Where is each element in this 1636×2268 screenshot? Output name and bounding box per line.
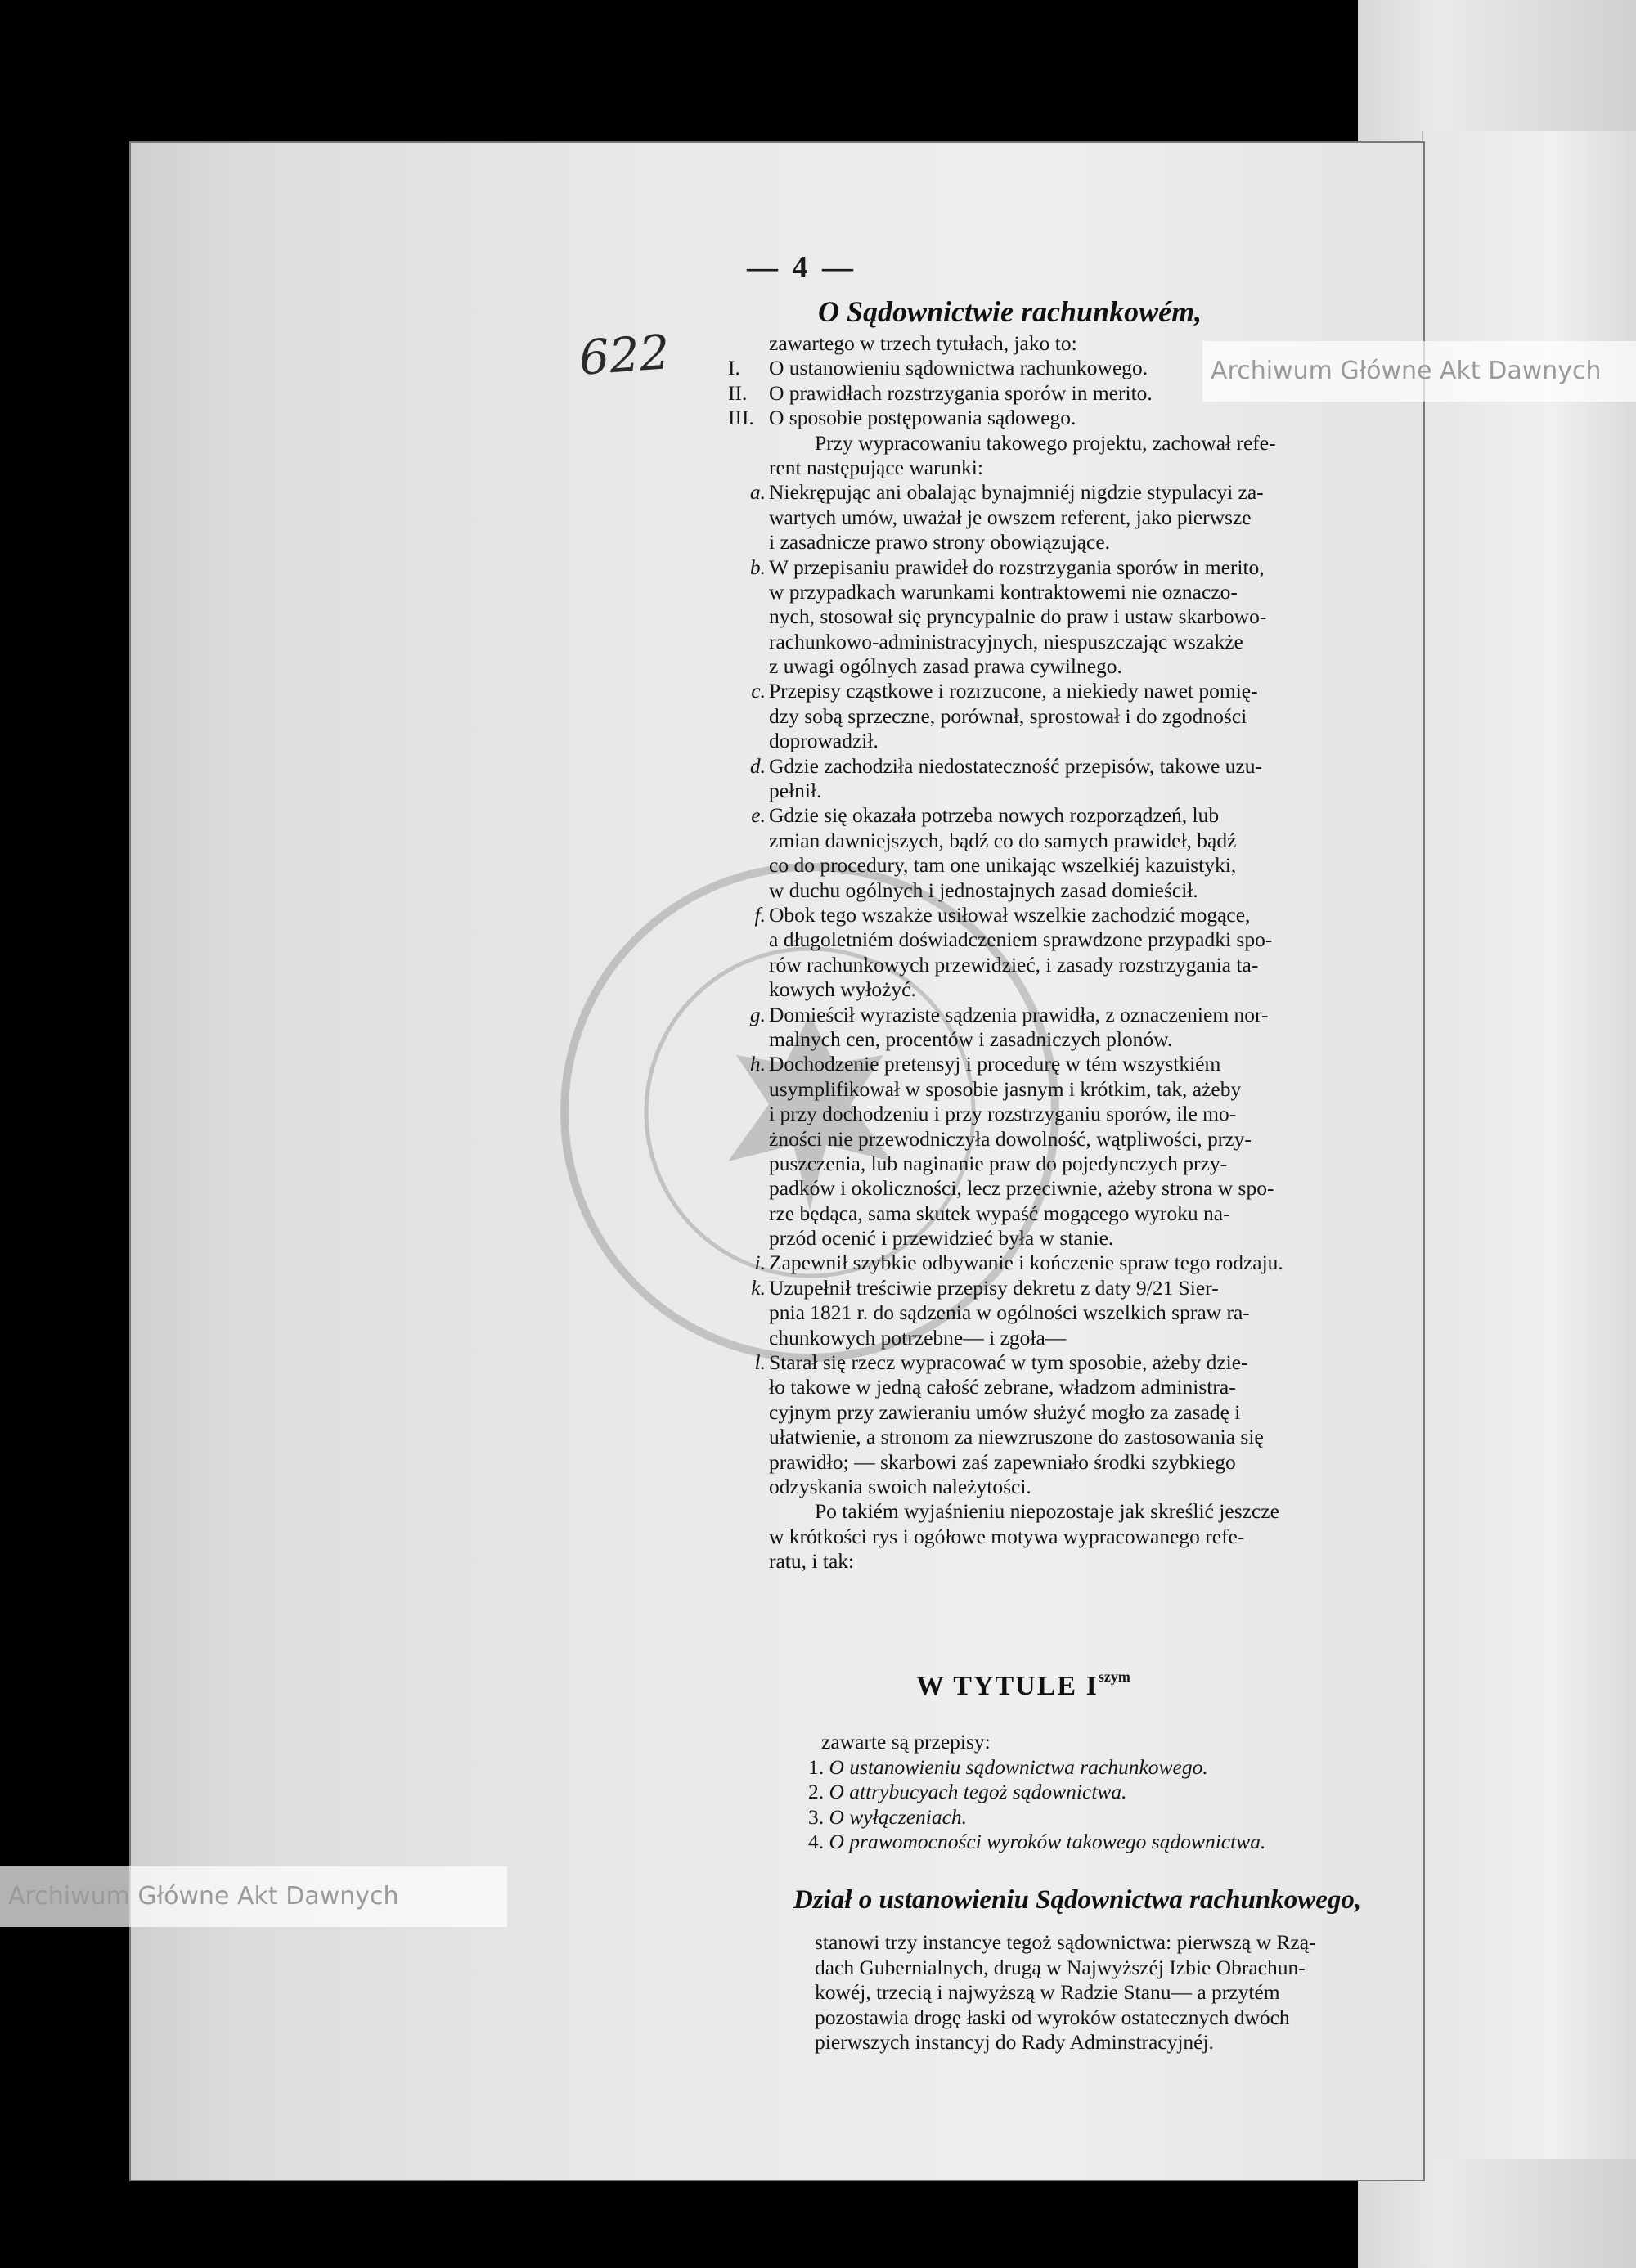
body-line-text: Domieścił wyraziste sądzenia prawidła, z oznaczeniem nor- <box>769 1002 1269 1026</box>
body-line <box>769 829 1374 853</box>
list-marker: k. <box>751 1275 766 1300</box>
body-line <box>751 1275 1374 1300</box>
body-line-text: Przy wypracowaniu takowego projektu, zachował refe- <box>815 430 1276 455</box>
title-list-item <box>808 1755 1381 1781</box>
body-line-text: z uwagi ogólnych zasad prawa cywilnego. <box>769 654 1122 679</box>
body-line <box>754 902 1374 927</box>
title-list-num: 2. <box>808 1780 829 1804</box>
title-list-num: 1. <box>808 1754 829 1779</box>
body-line-text: O sposobie postępowania sądowego. <box>769 406 1076 430</box>
body-line <box>749 555 1374 580</box>
dzial-line: stanowi trzy instancye tegoż sądownictwa: pierwszą w Rzą- <box>815 1930 1316 1954</box>
list-marker: II. <box>728 380 748 405</box>
body-line <box>769 1102 1374 1126</box>
body-line-text: przód ocenić i przewidzieć była w stanie. <box>769 1226 1114 1251</box>
body-line-text: Gdzie się okazała potrzeba nowych rozporządzeń, lub <box>769 803 1220 828</box>
title-list-text: O wyłączeniach. <box>829 1804 968 1829</box>
body-line <box>769 530 1374 555</box>
body-line-text: dzy sobą sprzeczne, porównał, sprostował i do zgodności <box>769 703 1247 728</box>
body-line <box>769 953 1374 977</box>
list-marker: i. <box>754 1251 766 1275</box>
body-line <box>769 1425 1374 1449</box>
facing-page-edge <box>1422 131 1636 2159</box>
body-line <box>749 1002 1374 1027</box>
body-line <box>769 1300 1374 1325</box>
body-line <box>769 977 1374 1002</box>
list-marker: I. <box>728 356 740 380</box>
body-line-text: malnych cen, procentów i zasadniczych plonów. <box>769 1026 1173 1051</box>
title-list-num: 4. <box>808 1830 829 1854</box>
body-line <box>769 729 1374 753</box>
body-line <box>754 1251 1374 1275</box>
body-line <box>769 1127 1374 1152</box>
title-list-num: 3. <box>808 1804 829 1829</box>
page-number: — 4 — <box>747 250 856 285</box>
body-line <box>769 704 1374 729</box>
list-marker: l. <box>754 1350 766 1375</box>
body-line-text: zawartego w trzech tytułach, jako to: <box>769 331 1077 355</box>
body-line-text: Dochodzenie pretensyj i procedurę w tém wszystkiém <box>769 1052 1221 1076</box>
body-line-text: prawidło; — skarbowi zaś zapewniało środki szybkiego <box>769 1449 1236 1474</box>
body-line-text: O prawidłach rozstrzygania sporów in merito. <box>769 380 1153 405</box>
body-line <box>769 927 1374 952</box>
list-marker: III. <box>728 406 754 430</box>
body-line-text: Gdzie zachodziła niedostateczność przepisów, takowe uzu- <box>769 753 1262 778</box>
body-line-text: i zasadnicze prawo strony obowiązujące. <box>769 530 1111 555</box>
dzial-heading: Dział o ustanowieniu Sądownictwa rachunkowego, <box>793 1885 1362 1915</box>
body-line-text: rów rachunkowych przewidzieć, i zasady rozstrzygania ta- <box>769 952 1259 977</box>
body-line-text: Uzupełnił treściwie przepisy dekretu z daty 9/21 Sier- <box>769 1275 1219 1300</box>
body-line-text: rent następujące warunki: <box>769 455 983 479</box>
body-line-text: O ustanowieniu sądownictwa rachunkowego. <box>769 356 1148 380</box>
body-line <box>749 753 1374 779</box>
body-line-text: ułatwienie, a stronom za niewzruszone do zastosowania się <box>769 1425 1264 1449</box>
list-marker: c. <box>751 679 766 703</box>
body-line-text: Przepisy cząstkowe i rozrzucone, a niekiedy nawet pomię- <box>769 679 1258 703</box>
body-line-text: zmian dawniejszych, bądź co do samych prawideł, bądź <box>769 828 1237 852</box>
body-line-text: Obok tego wszakże usiłował wszelkie zachodzić mogące, <box>769 902 1251 927</box>
body-line-text: kowych wyłożyć. <box>769 977 916 1002</box>
body-line <box>769 1450 1374 1475</box>
body-line <box>751 679 1374 703</box>
list-marker: b. <box>749 555 766 579</box>
body-line-text: żności nie przewodniczyła dowolność, wątpliwości, przy- <box>769 1126 1252 1151</box>
list-marker: a. <box>749 480 766 505</box>
body-line <box>769 1027 1374 1052</box>
body-line-text: rze będąca, sama skutek wypaść mogącego wyroku na- <box>769 1201 1230 1225</box>
title-list-item <box>808 1780 1381 1805</box>
body-line <box>769 1400 1374 1425</box>
body-line <box>769 1475 1374 1499</box>
body-line <box>769 505 1374 530</box>
list-marker: g. <box>749 1002 766 1026</box>
body-line <box>769 654 1374 679</box>
body-line-text: w przypadkach warunkami kontraktowemi nie oznaczo- <box>769 579 1238 604</box>
dzial-line: pozostawia drogę łaski od wyroków ostatecznych dwóch <box>815 2005 1290 2029</box>
body-line-text: wartych umów, uważał je owszem referent, jako pierwsze <box>769 505 1252 529</box>
body-line <box>769 1077 1374 1102</box>
body-line-text: ratu, i tak: <box>769 1549 855 1574</box>
body-line <box>769 878 1374 903</box>
body-line-text: rachunkowo-administracyjnych, niespuszczając wszakże <box>769 629 1243 653</box>
body-line <box>769 779 1374 803</box>
body-line-text: w krótkości rys i ogółowe motywa wypracowanego refe- <box>769 1524 1245 1548</box>
body-line <box>769 604 1374 629</box>
body-line-text: co do procedury, tam one unikając wszelkiéj kazuistyki, <box>769 853 1237 878</box>
body-line <box>769 431 1374 456</box>
title-heading-sup: szym <box>1098 1668 1130 1685</box>
watermark-bottom: Archiwum Główne Akt Dawnych <box>0 1866 507 1927</box>
body-line-text: Starał się rzecz wypracować w tym sposobie, ażeby dzie- <box>769 1350 1248 1375</box>
body-text <box>728 331 1374 1574</box>
dzial-line: pierwszych instancyj do Rady Adminstracyjnéj. <box>815 2030 1214 2055</box>
body-line <box>769 1326 1374 1350</box>
title-list-text: O attrybucyach tegoż sądownictwa. <box>829 1780 1127 1804</box>
body-line-text: a długoletniém doświadczeniem sprawdzone przypadki spo- <box>769 927 1273 952</box>
body-line-text: doprowadził. <box>769 729 879 753</box>
title-list-text: O ustanowieniu sądownictwa rachunkowego. <box>829 1754 1208 1779</box>
body-line <box>769 1375 1374 1399</box>
body-line <box>769 630 1374 654</box>
body-line-text: w duchu ogólnych i jednostajnych zasad domieścił. <box>769 878 1198 902</box>
body-line-text: usymplifikował w sposobie jasnym i krótkim, tak, ażeby <box>769 1076 1242 1101</box>
body-line-text: ło takowe w jedną całość zebrane, władzom administra- <box>769 1375 1236 1399</box>
body-line <box>769 1201 1374 1226</box>
title-heading <box>916 1668 1130 1702</box>
body-line <box>751 803 1374 828</box>
list-marker: e. <box>751 803 766 828</box>
manuscript-note: 622 <box>577 324 672 386</box>
list-marker: f. <box>754 902 766 927</box>
body-line <box>769 580 1374 604</box>
title-contents-list <box>808 1730 1381 1855</box>
dzial-line: kowéj, trzecią i najwyższą w Radzie Stanu— a przytém <box>815 1980 1280 2005</box>
body-line-text: chunkowych potrzebne— i zgoła— <box>769 1325 1067 1350</box>
title-list-item <box>808 1805 1381 1830</box>
body-line <box>769 1549 1374 1574</box>
body-line-text: cyjnym przy zawieraniu umów służyć mogło za zasadę i <box>769 1399 1241 1424</box>
body-line <box>769 456 1374 480</box>
body-line-text: nych, stosował się pryncypalnie do praw i ustaw skarbowo- <box>769 604 1267 629</box>
body-line-text: pnia 1821 r. do sądzenia w ogólności wszelkich spraw ra- <box>769 1300 1250 1325</box>
body-line <box>769 1525 1374 1549</box>
body-line <box>749 1052 1374 1076</box>
body-line-text: W przepisaniu prawideł do rozstrzygania sporów in merito, <box>769 555 1265 579</box>
list-marker: d. <box>749 753 766 778</box>
title-list-item <box>808 1830 1381 1855</box>
body-line-text: Niekrępując ani obalając bynajmniéj nigdzie stypulacyi za- <box>769 480 1264 505</box>
body-line-text: i przy dochodzeniu i przy rozstrzyganiu sporów, ile mo- <box>769 1102 1237 1126</box>
dzial-body <box>815 1930 1379 2055</box>
dzial-line: dach Gubernialnych, drugą w Najwyższéj Izbie Obrachun- <box>815 1955 1306 1979</box>
body-line <box>769 1152 1374 1176</box>
title-heading-text: W TYTULE I <box>916 1671 1099 1701</box>
body-line <box>749 480 1374 505</box>
body-line-text: pełnił. <box>769 779 822 803</box>
body-line <box>728 406 1374 430</box>
watermark-top: Archiwum Główne Akt Dawnych <box>1202 341 1636 402</box>
section-heading: O Sądownictwie rachunkowém, <box>818 295 1202 328</box>
body-line-text: Po takiém wyjaśnieniu niepozostaje jak skreślić jeszcze <box>815 1499 1279 1524</box>
body-line-text: odzyskania swoich należytości. <box>769 1474 1031 1498</box>
title-list-lead: zawarte są przepisy: <box>821 1730 991 1754</box>
body-line <box>769 1499 1374 1524</box>
body-line-text: puszczenia, lub naginanie praw do pojedynczych przy- <box>769 1151 1228 1175</box>
title-list-text: O prawomocności wyroków takowego sądownictwa. <box>829 1830 1266 1854</box>
body-line <box>769 1226 1374 1251</box>
body-line <box>769 1176 1374 1201</box>
body-line <box>769 853 1374 878</box>
body-line-text: Zapewnił szybkie odbywanie i kończenie spraw tego rodzaju. <box>769 1251 1283 1275</box>
list-marker: h. <box>749 1052 766 1076</box>
body-line-text: padków i okoliczności, lecz przeciwnie, ażeby strona w spo- <box>769 1176 1274 1201</box>
body-line <box>754 1350 1374 1375</box>
